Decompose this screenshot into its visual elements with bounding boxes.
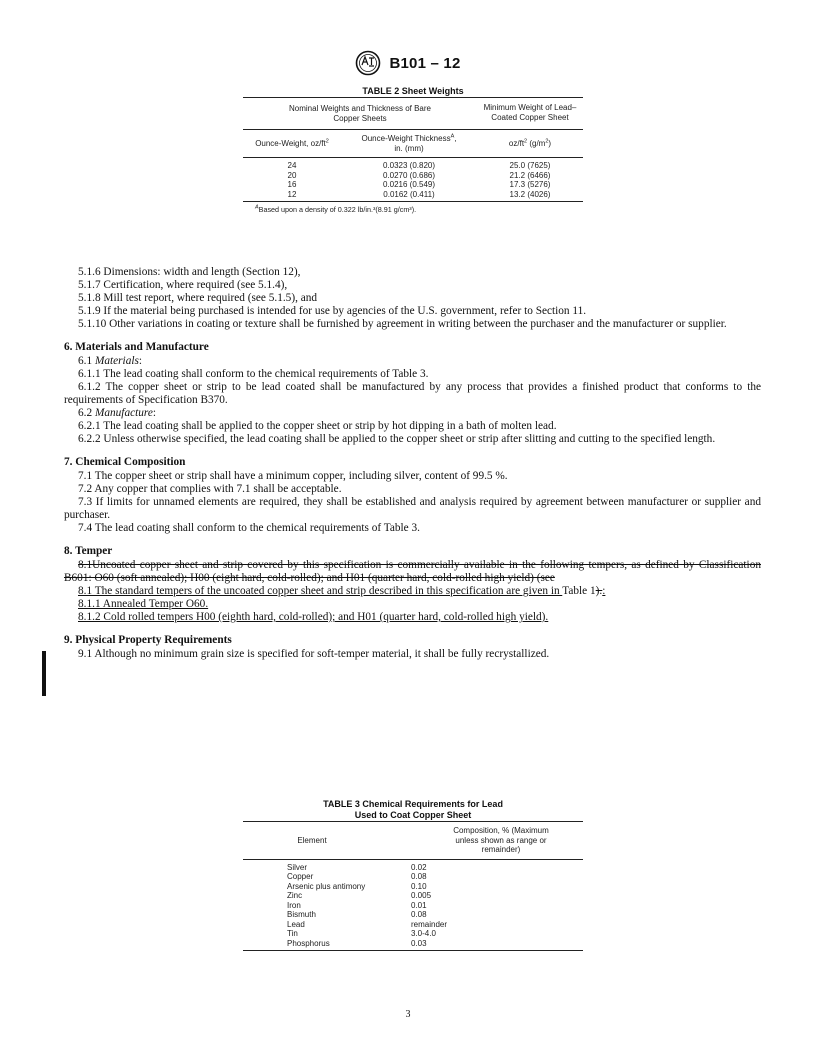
table-row [243, 910, 583, 920]
paragraph-8-1-revised: 8.1 The standard tempers of the uncoated copper sheet and strip described in this specification are given in Table 1).: [78, 585, 606, 597]
section-9-heading: 9. Physical Property Requirements [64, 634, 232, 646]
table-row [243, 859, 583, 872]
table-cell: 0.0323 (0.820) [382, 161, 436, 170]
paragraph-5-1-6: 5.1.6 Dimensions: width and length (Section 12), [78, 266, 301, 278]
table-cell: 0.0270 (0.686) [382, 170, 436, 180]
page-header [0, 50, 816, 81]
table-cell: Phosphorus [287, 938, 330, 948]
table-row [243, 158, 583, 171]
paragraph-9-1: 9.1 Although no minimum grain size is specified for soft-temper material, it shall be fully recrystallized. [78, 648, 550, 660]
table-row [243, 929, 583, 939]
table-cell: 17.3 (5276) [509, 180, 551, 189]
table-cell: 16 [287, 180, 297, 189]
table-row [243, 939, 583, 951]
table-cell: 0.10 [411, 881, 427, 891]
table-cell: remainder [411, 919, 448, 929]
paragraph-7-3: 7.3 If limits for unnamed elements are required, they shall be established and analysis required by agreement between manufacturer or supplier and purchaser. [64, 496, 761, 521]
paragraph-6-1: 6.1 Materials: [78, 355, 143, 367]
table-cell: Tin [287, 929, 298, 938]
section-8-heading: 8. Temper [64, 545, 113, 557]
paragraph-5-1-7: 5.1.7 Certification, where required (see 5.1.4), [78, 279, 288, 291]
paragraph-5-1-10: 5.1.10 Other variations in coating or texture shall be furnished by agreement in writing between the purchaser and the manufacturer or supplier. [78, 318, 727, 330]
table-row [243, 171, 583, 181]
table-2-sheet-weights [243, 86, 583, 214]
table-row [243, 882, 583, 892]
table-cell: Zinc [287, 891, 303, 900]
table-row [243, 901, 583, 911]
table-cell: Iron [287, 900, 301, 910]
table-2-col-ounce-weight: Ounce-Weight, $oz/ft^2$ [255, 138, 329, 148]
table-3-grid [243, 821, 583, 951]
table-row [243, 180, 583, 190]
table-3-col-composition: Composition, % (Maximum unless shown as range or remainder) [453, 826, 549, 854]
table-cell: Bismuth [287, 910, 316, 919]
table-cell: 25.0 (7625) [509, 161, 551, 170]
paragraph-8-1-1: 8.1.1 Annealed Temper O60. [78, 598, 209, 610]
document-body [64, 266, 761, 661]
table-cell: Arsenic plus antimony [287, 881, 366, 891]
paragraph-7-2: 7.2 Any copper that complies with 7.1 shall be acceptable. [78, 483, 342, 495]
table-2-caption: TABLE 2 Sheet Weights [362, 86, 464, 96]
paragraph-6-2-1: 6.2.1 The lead coating shall be applied to the copper sheet or strip by hot dipping in a bath of molten lead. [78, 420, 557, 432]
section-7-heading: 7. Chemical Composition [64, 456, 186, 468]
document-id: B101 – 12 [389, 54, 461, 72]
table-cell: 20 [287, 170, 297, 180]
table-row [243, 872, 583, 882]
table-cell: 21.2 (6466) [509, 170, 551, 180]
table-row [243, 190, 583, 202]
section-6-heading: 6. Materials and Manufacture [64, 341, 209, 353]
paragraph-6-2: 6.2 Manufacture: [78, 407, 157, 419]
table-cell: Silver [287, 862, 308, 872]
table-cell: Lead [287, 919, 305, 929]
table-3-caption-line-2: Used to Coat Copper Sheet [354, 810, 472, 820]
table-3-chemical-requirements [243, 799, 583, 951]
table-cell: 0.02 [411, 862, 427, 872]
table-cell: 0.0162 (0.411) [383, 189, 435, 199]
paragraph-5-1-9: 5.1.9 If the material being purchased is intended for use by agencies of the U.S. government, refer to Section 11. [78, 305, 587, 317]
paragraph-5-1-8: 5.1.8 Mill test report, where required (see 5.1.5), and [78, 292, 318, 304]
table-cell: 0.01 [411, 900, 427, 910]
table-cell: 0.005 [411, 891, 432, 900]
table-cell: Copper [287, 872, 314, 881]
paragraph-6-1-1: 6.1.1 The lead coating shall conform to the chemical requirements of Table 3. [78, 368, 429, 380]
paragraph-6-2-2: 6.2.2 Unless otherwise specified, the lead coating shall be applied to the copper sheet or strip after slitting and cutting to the specified length. [78, 433, 716, 445]
paragraph-8-1-deleted: 8.1Uncoated copper sheet and strip covered by this specification is commercially available in the following tempers, as defined by Classification B601: O60 (soft annealed); H00 (eight hard, cold-rolled); and H01 (quarter hard, cold-rolled high yield) (see [64, 559, 761, 584]
revision-change-bar [42, 651, 46, 696]
table-2-group-header-right: Minimum Weight of Lead–Coated Copper Sheet [477, 98, 583, 130]
table-cell: 0.0216 (0.549) [382, 180, 436, 189]
table-cell: 12 [287, 189, 297, 199]
table-3-caption-line-1: TABLE 3 Chemical Requirements for Lead [323, 799, 503, 809]
table-cell: 13.2 (4026) [509, 189, 551, 199]
paragraph-6-1-2: 6.1.2 The copper sheet or strip to be lead coated shall be manufactured by any process that provides a finished product that conforms to the requirements of Specification B370. [64, 381, 761, 406]
paragraph-7-1: 7.1 The copper sheet or strip shall have a minimum copper, including silver, content of 99.5 %. [78, 470, 508, 482]
table-cell: 3.0-4.0 [411, 929, 436, 938]
page-number: 3 [405, 1009, 411, 1020]
paragraph-7-4: 7.4 The lead coating shall conform to the chemical requirements of Table 3. [78, 522, 420, 534]
table-cell: 24 [287, 161, 297, 170]
table-cell: 0.03 [411, 938, 427, 948]
paragraph-8-1-2: 8.1.2 Cold rolled tempers H00 (eighth hard, cold-rolled); and H01 (quarter hard, cold-rolled high yield). [78, 611, 549, 623]
table-3-col-element: Element [297, 835, 327, 845]
astm-logo-icon [355, 50, 381, 76]
table-cell: 0.08 [411, 872, 427, 881]
table-row [243, 920, 583, 930]
table-2-group-header-left: Nominal Weights and Thickness of Bare Copper Sheets [243, 98, 477, 130]
table-row [243, 891, 583, 901]
table-2-footnote: $^A$Based upon a density of 0.322 lb/in.³(8.91 g/cm³). [255, 204, 417, 214]
table-2-col-thickness: Ounce-Weight Thickness$^A$, in. (mm) [361, 133, 457, 153]
table-2-col-min-weight: $oz/ft^2$ $(g/m^2)$ [508, 138, 552, 148]
table-cell: 0.08 [411, 910, 427, 919]
table-2-grid [243, 97, 583, 202]
